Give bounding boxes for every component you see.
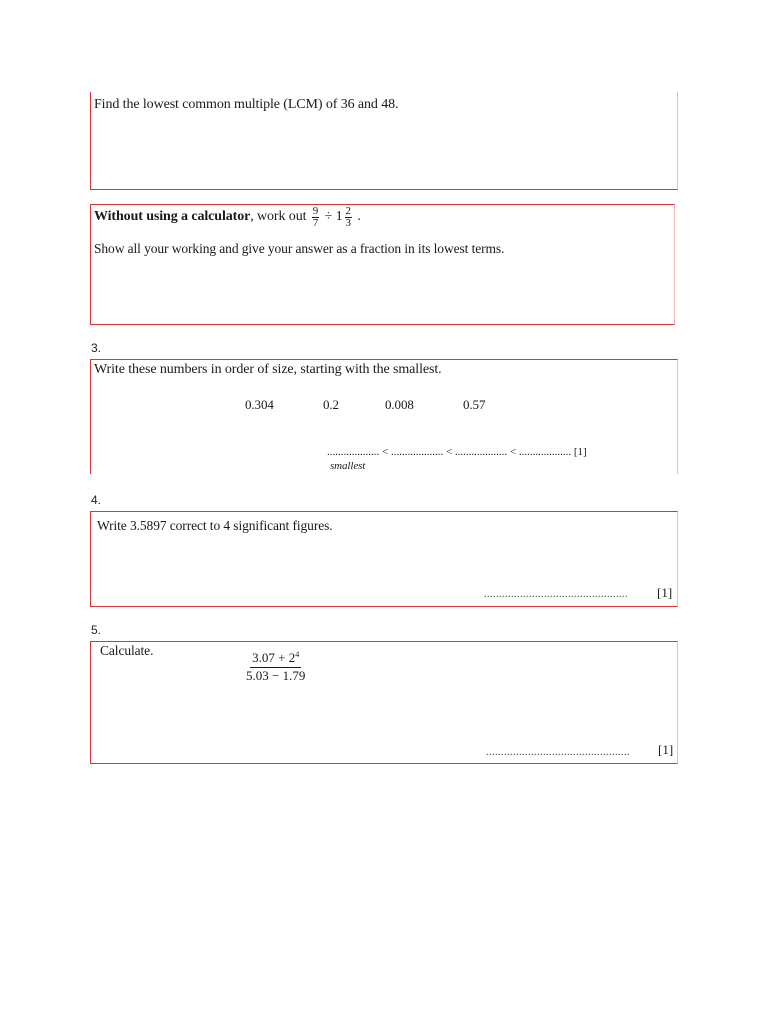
mixed-whole: 1 [335, 209, 343, 224]
work-out-text: , work out [250, 209, 307, 224]
question-3-text: Write these numbers in order of size, starting with the smallest. [94, 362, 442, 377]
calculator-emphasis: Without using a calculator [94, 209, 251, 224]
question-2-instruction: Show all your working and give your answer as a fraction in its lowest terms. [94, 241, 505, 256]
value-1: 0.304 [245, 397, 274, 412]
question-5-number: 5. [91, 623, 102, 637]
value-3: 0.008 [385, 397, 414, 412]
question-5-box [90, 641, 678, 764]
question-4-text: Write 3.5897 correct to 4 significant figures. [97, 518, 333, 533]
calculation-numerator: $3.07 + 2^4$ [250, 650, 301, 668]
divide-sign: ÷ [324, 209, 333, 224]
ordering-answer-line[interactable]: ................... < ................... < ................... < ................... [1] [327, 446, 587, 458]
question-2-prompt [94, 204, 361, 230]
fraction-nine-sevenths: $\frac{9}{7}$ [312, 204, 319, 229]
calculation-fraction [244, 650, 307, 684]
value-2: 0.2 [323, 397, 339, 412]
smallest-label: smallest [330, 460, 366, 472]
question-1-text: Find the lowest common multiple (LCM) of 36 and 48. [94, 97, 399, 112]
question-5-answer-dots[interactable]: ................................................ [486, 747, 630, 758]
end-period: . [357, 209, 361, 224]
question-4-number: 4. [91, 493, 102, 507]
question-3-number: 3. [91, 341, 102, 355]
question-5-mark: [1] [658, 742, 674, 757]
question-4-answer-dots[interactable]: ................................................ [484, 589, 628, 600]
question-5-text: Calculate. [100, 643, 154, 658]
question-4-mark: [1] [657, 585, 673, 600]
fraction-two-thirds: $\frac{2}{3}$ [345, 204, 351, 229]
calculation-denominator: 5.03 − 1.79 [246, 667, 306, 683]
value-4: 0.57 [463, 397, 486, 412]
